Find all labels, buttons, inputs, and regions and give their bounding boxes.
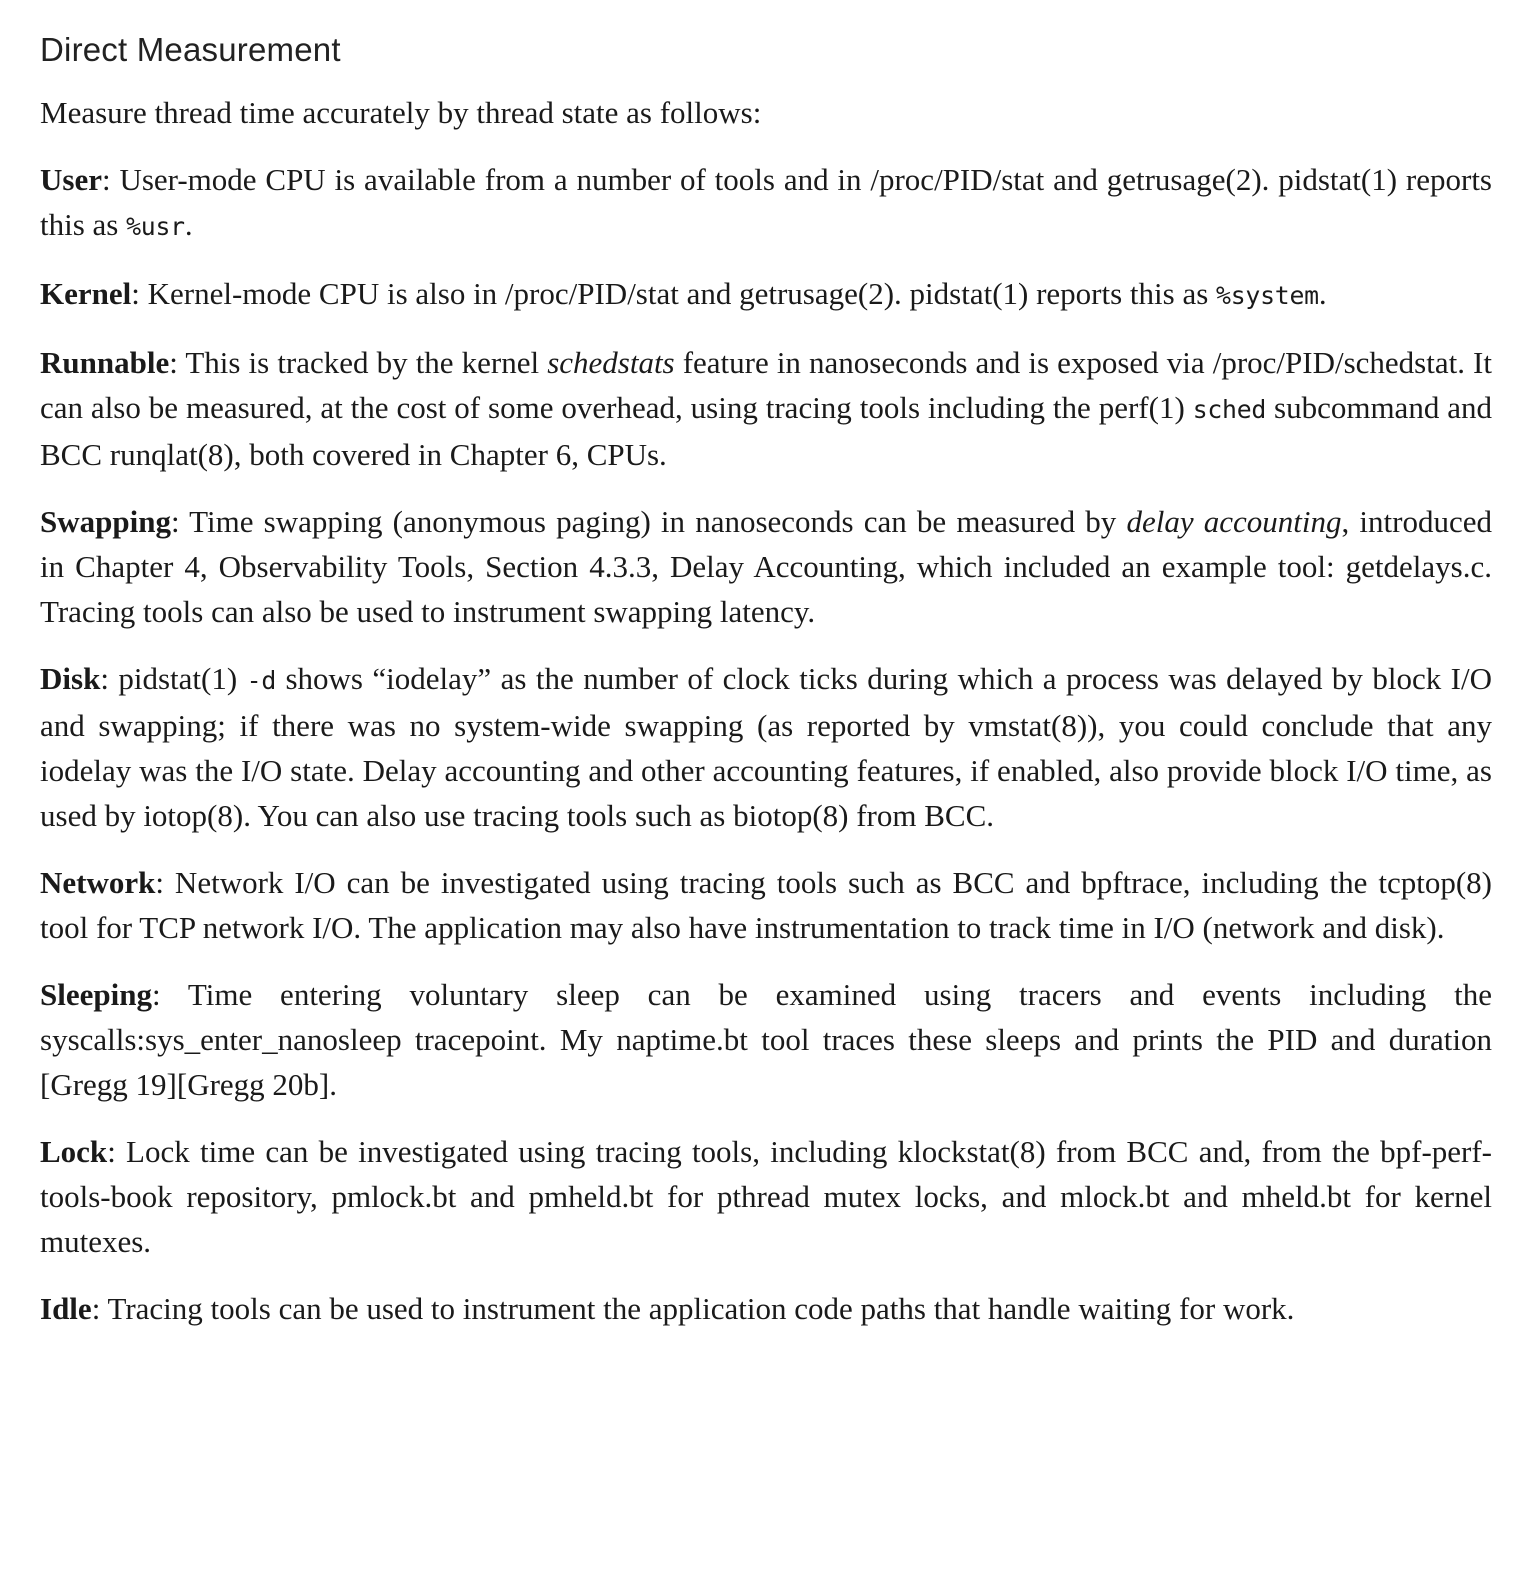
section-heading: Direct Measurement — [40, 31, 341, 68]
paragraph-lock — [40, 1129, 1492, 1264]
text-run: %usr — [126, 212, 185, 241]
text-run: subcommand and BCC runqlat(8), both covered in Chapter 6, CPUs. — [40, 390, 1492, 472]
term-label: Network — [40, 865, 156, 900]
term-label: Lock — [40, 1134, 108, 1169]
text-run: delay accounting — [1126, 504, 1342, 539]
text-run: : pidstat(1) — [100, 661, 247, 696]
term-label: Sleeping — [40, 977, 152, 1012]
definition-paragraph-list — [40, 157, 1492, 1331]
paragraph-disk — [40, 656, 1492, 838]
intro-paragraph: Measure thread time accurately by thread state as follows: — [40, 95, 762, 130]
text-run: : User-mode CPU is available from a number of tools and in /proc/PID/stat and getrusage(2). pidstat(1) reports this as — [40, 162, 1492, 242]
text-run: -d — [246, 666, 277, 695]
text-run: : This is tracked by the kernel — [169, 345, 548, 380]
text-run: %system — [1216, 281, 1319, 310]
text-run: : Kernel-mode CPU is also in /proc/PID/stat and getrusage(2). pidstat(1) reports this as — [131, 276, 1217, 311]
paragraph-idle — [40, 1286, 1492, 1331]
text-run: . — [184, 207, 193, 242]
term-label: Swapping — [40, 504, 171, 539]
term-label: Kernel — [40, 276, 132, 311]
text-run: . — [1318, 276, 1327, 311]
paragraph-runnable — [40, 340, 1492, 477]
text-run: feature in nanoseconds and is exposed via /proc/PID/schedstat. It can also be measured, at the cost of some overhead, using tracing tools including the perf(1) — [40, 345, 1492, 425]
term-label: Runnable — [40, 345, 170, 380]
text-run: schedstats — [547, 345, 675, 380]
term-label: Disk — [40, 661, 101, 696]
text-run: : Lock time can be investigated using tracing tools, including klockstat(8) from BCC and, from the bpf-perf-tools-book repository, pmlock.bt and pmheld.bt for pthread mutex locks, and mlock.bt and mheld.bt for kernel mutexes. — [40, 1134, 1492, 1259]
text-run: shows “iodelay” as the number of clock ticks during which a process was delayed by block I/O and swapping; if there was no system-wide swapping (as reported by vmstat(8)), you could conclude that any iodelay was the I/O state. Delay accounting and other accounting features, if enabled, also provide block I/O time, as used by iotop(8). You can also use tracing tools such as biotop(8) from BCC. — [40, 661, 1492, 833]
paragraph-swapping — [40, 499, 1492, 634]
paragraph-user — [40, 157, 1492, 249]
text-run: sched — [1192, 395, 1267, 424]
term-label: User — [40, 162, 102, 197]
text-run: : Tracing tools can be used to instrument the application code paths that handle waiting for work. — [91, 1291, 1295, 1326]
text-run: : Time entering voluntary sleep can be examined using tracers and events including the syscalls:sys_enter_nanosleep tracepoint. My naptime.bt tool traces these sleeps and prints the PID and duration [Gregg 19][Gregg 20b]. — [40, 977, 1492, 1102]
paragraph-sleeping — [40, 972, 1492, 1107]
text-run: : Time swapping (anonymous paging) in nanoseconds can be measured by — [170, 504, 1127, 539]
paragraph-kernel — [40, 271, 1492, 318]
term-label: Idle — [40, 1291, 92, 1326]
text-run: : Network I/O can be investigated using tracing tools such as BCC and bpftrace, including the tcptop(8) tool for TCP network I/O. The application may also have instrumentation to track time in I/O (network and disk). — [40, 865, 1492, 945]
text-run: , introduced in Chapter 4, Observability Tools, Section 4.3.3, Delay Accounting, which included an example tool: getdelays.c. Tracing tools can also be used to instrument swapping latency. — [40, 504, 1492, 629]
paragraph-network — [40, 860, 1492, 950]
